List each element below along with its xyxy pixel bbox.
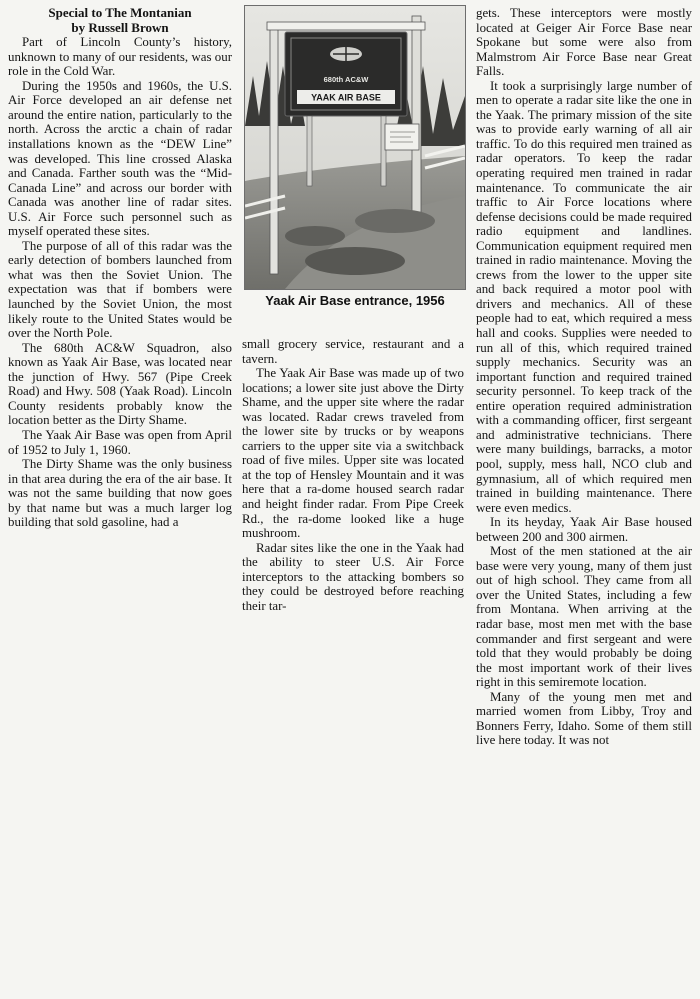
paragraph: During the 1950s and 1960s, the U.S. Air Force developed an air defense net around the entire nation, particularly to the north. Across the arctic a chain of radar installations known as the “DEW Line” was developed. This line crossed Alaska and Canada. Farther south was the “Mid-Canada Line” and across our border with Canada was another line of radar sites. U.S. Air Force such personnel such as myself operated these sites. (8, 78, 232, 239)
paragraph: Part of Lincoln County’s history, unknown to many of our residents, was our role in the Cold War. (8, 35, 232, 79)
column-1 (8, 6, 232, 530)
paragraph: The Yaak Air Base was open from April of 1952 to July 1, 1960. (8, 427, 232, 457)
kicker: Special to The Montanian (48, 5, 192, 20)
column-3 (476, 6, 692, 748)
paragraph: Radar sites like the one in the Yaak had the ability to steer U.S. Air Force interceptors to the attacking bombers so they could be destroyed before reaching their tar- (242, 540, 464, 613)
photo-yaak-air-base-entrance (244, 5, 466, 290)
photo-caption: Yaak Air Base entrance, 1956 (265, 293, 445, 308)
sign-line-2: YAAK AIR BASE (311, 92, 381, 103)
paragraph: The Yaak Air Base was made up of two locations; a lower site just above the Dirty Shame, and the upper site where the radar was located. Radar crews traveled from the lower site by trucks or by weapons carriers to the upper site via a switchback road of five miles. Upper site was located at the top of Hensley Mountain and it was here that a ra-dome housed search radar and height finder radar. From Pipe Creek Rd., the ra-dome looked like a huge mushroom. (242, 366, 464, 541)
paragraph: The Dirty Shame was the only business in that area during the era of the air base. It was not the same building that now goes by that name but was a much larger log building that sold gasoline, had a (8, 457, 232, 530)
byline: by Russell Brown (71, 19, 169, 35)
paragraph: The purpose of all of this radar was the early detection of bombers launched from what was then the Soviet Union. The expectation was that if bombers were launched by the Soviet Union, the most likely route to the United States would be over the North Pole. (8, 238, 232, 341)
paragraph: Most of the men stationed at the air base were very young, many of them just out of high school. They came from all over the United States, including a few from Montana. When arriving at the radar base, most men met with the base commander and first sergeant and were told that they would probably be doing the most important work of their lives right in this semiremote location. (476, 544, 692, 690)
paragraph: Many of the young men met and married women from Libby, Troy and Bonners Ferry, Idaho. Some of them still live here today. It was not (476, 689, 692, 748)
sign-line-1: 680th AC&W (323, 75, 369, 84)
paragraph: small grocery service, restaurant and a tavern. (242, 337, 464, 366)
paragraph: gets. These interceptors were mostly located at Geiger Air Force Base near Spokane but some were also from Malmstrom Air Force Base near Great Falls. (476, 6, 692, 79)
column-2 (242, 337, 464, 613)
paragraph: In its heyday, Yaak Air Base housed between 200 and 300 airmen. (476, 515, 692, 544)
paragraph: It took a surprisingly large number of men to operate a radar site like the one in the Yaak. The primary mission of the site was to provide early warning of all air traffic. To do this required men trained as radar operators. To keep the radar operating required men trained in radar maintenance. To communicate the air traffic to Air Force locations where defense decisions could be made required radio equipment and landlines. Communication equipment required men trained in radio maintenance. Moving the crews from the lower to the upper site and back required a motor pool with drivers and mechanics. All of these people had to eat, which required a mess hall and cooks. Supplies were needed to run all of this, which required trained supply mechanics. Security was an important function and required trained security personnel. To keep track of the entire operation required administration with a commanding officer, first sergeant and administrative technicians. There were many buildings, barracks, a motor pool, supply, mess hall, NCO club and gymnasium, all of which required men trained in building maintenance. There were even medics. (476, 78, 692, 515)
paragraph: The 680th AC&W Squadron, also known as Yaak Air Base, was located near the junction of Hwy. 567 (Pipe Creek Road) and Hwy. 508 (Yaak Road). Lincoln County residents probably know the location better as the Dirty Shame. (8, 340, 232, 428)
